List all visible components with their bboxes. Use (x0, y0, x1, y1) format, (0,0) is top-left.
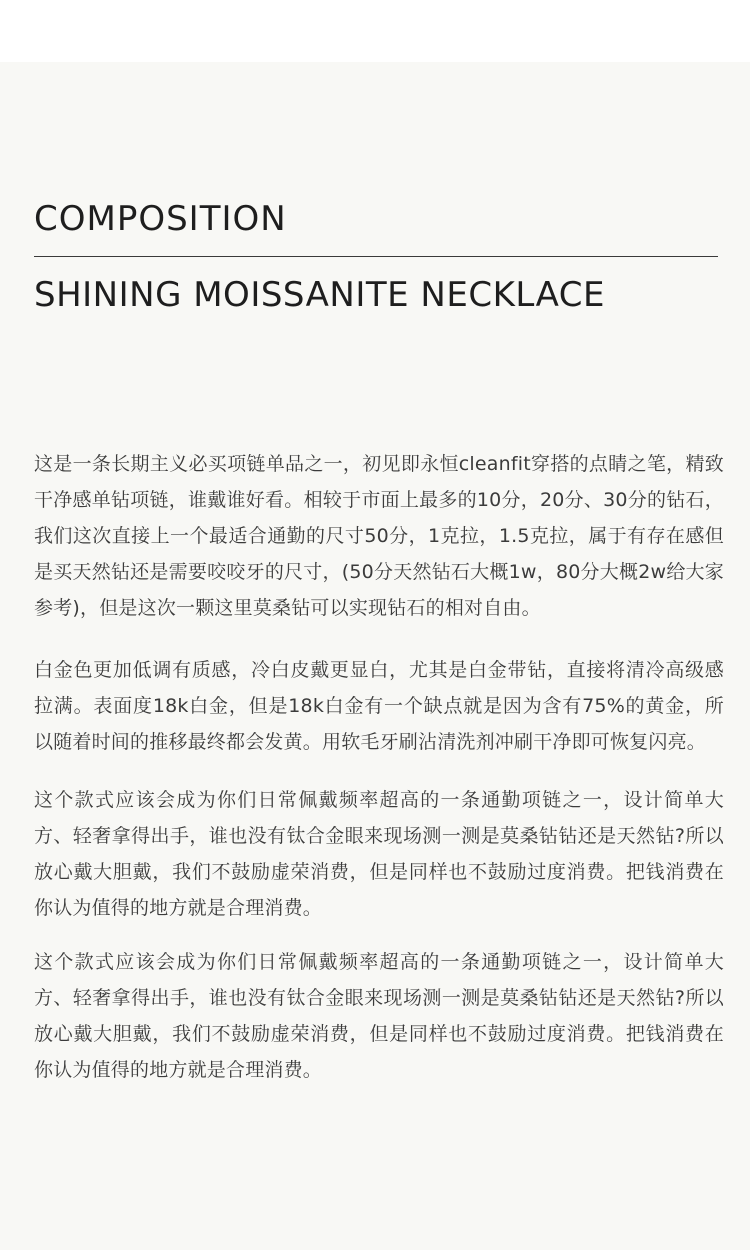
divider-line (34, 256, 718, 257)
description-paragraph-4: 这个款式应该会成为你们日常佩戴频率超高的一条通勤项链之一，设计简单大方、轻奢拿得出手，谁也没有钛合金眼来现场测一测是莫桑钻钻还是天然钻?所以放心戴大胆戴，我们不鼓励虚荣消费，但是同样也不鼓励过度消费。把钱消费在你认为值得的地方就是合理消费。 (34, 951, 724, 1081)
top-white-strip (0, 0, 750, 62)
description-paragraph-1: 这是一条长期主义必买项链单品之一，初见即永恒cleanfit穿搭的点睛之笔，精致干净感单钻项链，谁戴谁好看。相较于市面上最多的10分，20分、30分的钻石，我们这次直接上一个最适合通勤的尺寸50分，1克拉，1.5克拉，属于有存在感但是买天然钻还是需要咬咬牙的尺寸，(50分天然钻石大概1w，80分大概2w给大家参考)，但是这次一颗这里莫桑钻可以实现钻石的相对自由。 (34, 453, 724, 619)
section-title: COMPOSITION (34, 199, 287, 239)
product-title: SHINING MOISSANITE NECKLACE (34, 275, 605, 315)
description-paragraph-3: 这个款式应该会成为你们日常佩戴频率超高的一条通勤项链之一，设计简单大方、轻奢拿得出手，谁也没有钛合金眼来现场测一测是莫桑钻钻还是天然钻?所以放心戴大胆戴，我们不鼓励虚荣消费，但是同样也不鼓励过度消费。把钱消费在你认为值得的地方就是合理消费。 (34, 789, 724, 919)
description-paragraph-2: 白金色更加低调有质感，冷白皮戴更显白，尤其是白金带钻，直接将清冷高级感拉满。表面度18k白金，但是18k白金有一个缺点就是因为含有75%的黄金，所以随着时间的推移最终都会发黄。用软毛牙刷沾清洗剂冲刷干净即可恢复闪亮。 (34, 659, 724, 753)
